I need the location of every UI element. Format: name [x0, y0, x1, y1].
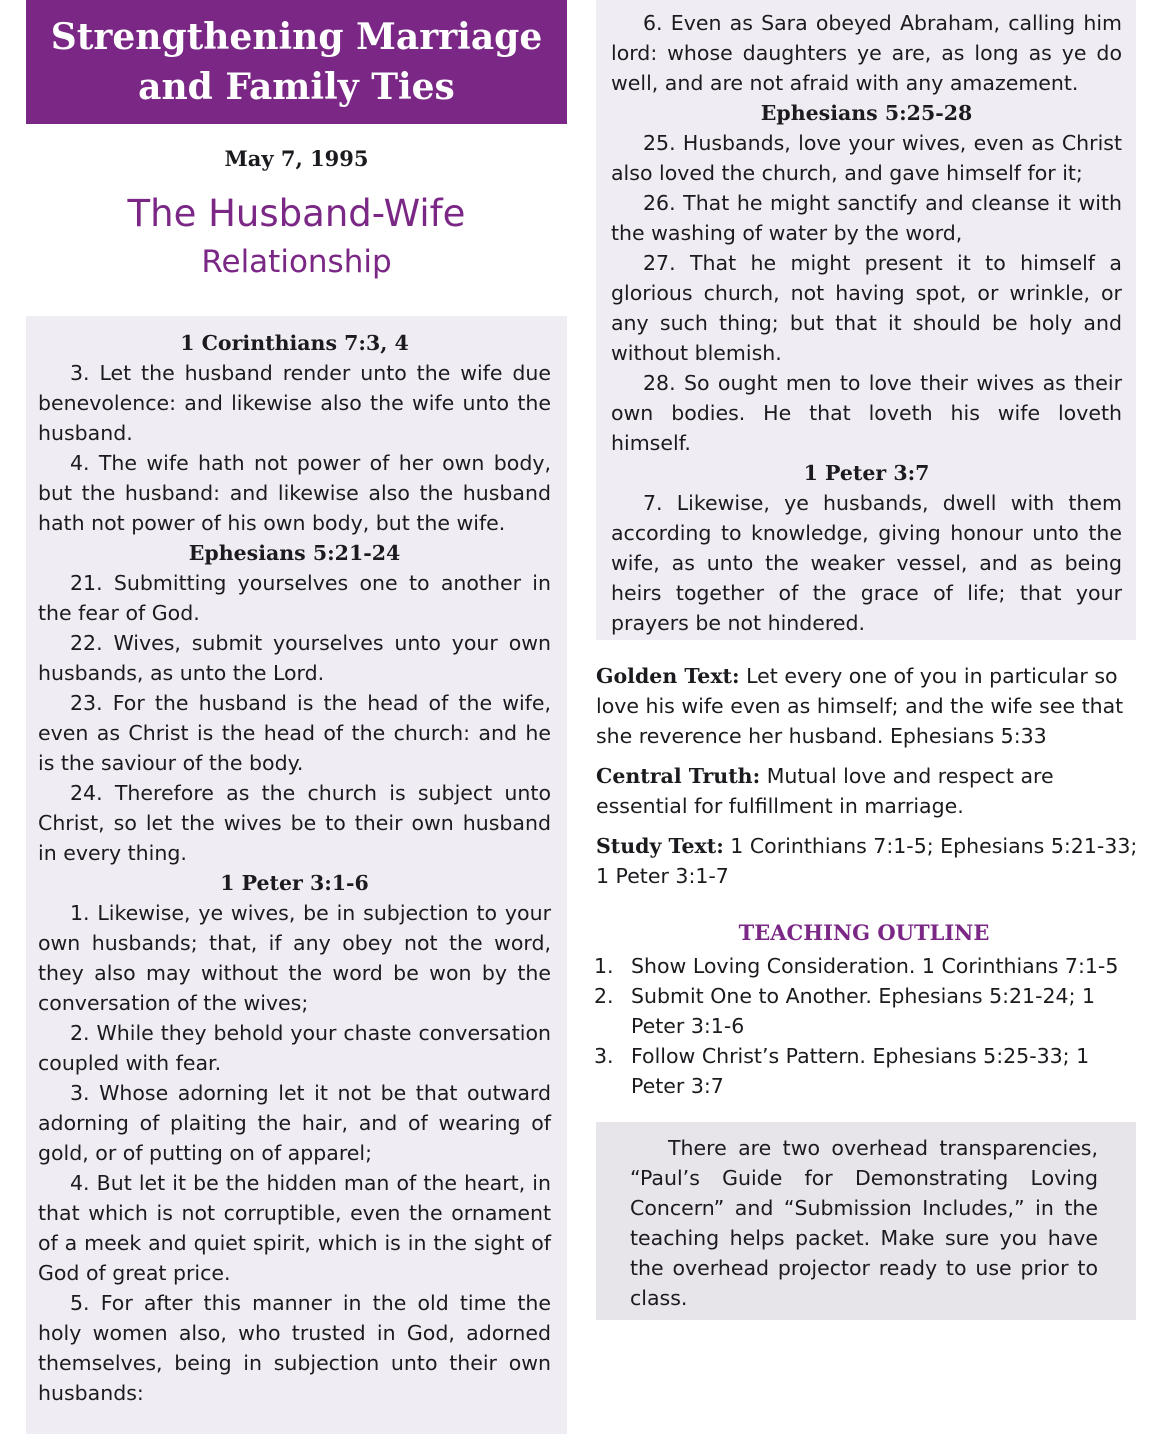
scripture-column-right [611, 8, 1122, 638]
verse: 23. For the husband is the head of the wife, even as Christ is the head of the church: and he is the saviour of the body. [38, 691, 551, 775]
outline-item-text: Show Loving Consideration. 1 Corinthians 7:1-5 [631, 954, 1119, 978]
lesson-subtitle: Relationship [201, 244, 392, 280]
outline-item [594, 1041, 1138, 1101]
golden-text-body: Let every one of you in particular so love his wife even as himself; and the wife see that she reverence her husband. Ephesians 5:33 [596, 664, 1124, 748]
verse: 1. Likewise, ye wives, be in subjection to your own husbands; that, if any obey not the word, they also may without the word be won by the conversation of the wives; [38, 901, 551, 1015]
banner-line-1: Strengthening Marriage [50, 16, 543, 58]
verse: 4. The wife hath not power of her own body, but the husband: and likewise also the husband hath not power of his own body, but the wife. [38, 451, 551, 535]
outline-item-text: Follow Christ’s Pattern. Ephesians 5:25-33; 1 Peter 3:7 [631, 1044, 1090, 1098]
lesson-title: The Husband-Wife [127, 192, 466, 235]
study-text-body: 1 Corinthians 7:1-5; Ephesians 5:21-33; 1 Peter 3:1-7 [596, 834, 1138, 888]
outline-item-text: Submit One to Another. Ephesians 5:21-24; 1 Peter 3:1-6 [631, 984, 1096, 1038]
overhead-note-text: There are two overhead transparencies, “Paul’s Guide for Demonstrating Loving Concern” and “Submission Includes,” in the teaching helps packet. Make sure you have the overhead projector ready to use prior to class. [630, 1136, 1098, 1310]
verse: 2. While they behold your chaste conversation coupled with fear. [38, 1021, 551, 1075]
central-truth-body: Mutual love and respect are essential for fulfillment in marriage. [596, 764, 1054, 818]
study-text-label: Study Text: [596, 834, 724, 858]
outline-item-number: 2. [594, 984, 614, 1008]
verse: 3. Whose adorning let it not be that outward adorning of plaiting the hair, and of wearing of gold, or of putting on of apparel; [38, 1081, 551, 1165]
outline-item-number: 3. [594, 1044, 614, 1068]
central-truth-label: Central Truth: [596, 764, 761, 788]
teaching-outline-list [594, 951, 1138, 1101]
scripture-heading: 1 Corinthians 7:3, 4 [180, 331, 409, 355]
scripture-column-left [38, 328, 551, 1408]
central-truth [596, 761, 1138, 821]
golden-text-label: Golden Text: [596, 664, 740, 688]
verse: 21. Submitting yourselves one to another in the fear of God. [38, 571, 551, 625]
scripture-heading: 1 Peter 3:7 [803, 461, 930, 485]
outline-item-number: 1. [594, 954, 614, 978]
verse: 26. That he might sanctify and cleanse it with the washing of water by the word, [611, 191, 1122, 245]
verse: 5. For after this manner in the old time the holy women also, who trusted in God, adorned themselves, being in subjection unto their own husbands: [38, 1291, 551, 1405]
series-banner [26, 0, 567, 124]
banner-line-2: and Family Ties [138, 66, 455, 108]
lesson-summary [596, 661, 1138, 901]
verse: 28. So ought men to love their wives as their own bodies. He that loveth his wife loveth himself. [611, 371, 1122, 455]
scripture-heading: Ephesians 5:25-28 [760, 101, 973, 125]
verse: 7. Likewise, ye husbands, dwell with them according to knowledge, giving honour unto the wife, as unto the weaker vessel, and as being heirs together of the grace of life; that your prayers be not hindered. [611, 491, 1122, 635]
verse: 25. Husbands, love your wives, even as Christ also loved the church, and gave himself for it; [611, 131, 1122, 185]
golden-text [596, 661, 1138, 751]
outline-item [594, 981, 1138, 1041]
scripture-heading: 1 Peter 3:1-6 [220, 871, 369, 895]
verse: 6. Even as Sara obeyed Abraham, calling him lord: whose daughters ye are, as long as ye do well, and are not afraid with any amazement. [611, 11, 1122, 95]
verse: 4. But let it be the hidden man of the heart, in that which is not corruptible, even the ornament of a meek and quiet spirit, which is in the sight of God of great price. [38, 1171, 551, 1285]
verse: 24. Therefore as the church is subject unto Christ, so let the wives be to their own husband in every thing. [38, 781, 551, 865]
verse: 3. Let the husband render unto the wife due benevolence: and likewise also the wife unto the husband. [38, 361, 551, 445]
study-text [596, 831, 1138, 891]
overhead-note [630, 1133, 1098, 1313]
verse: 27. That he might present it to himself a glorious church, not having spot, or wrinkle, or any such thing; but that it should be holy and without blemish. [611, 251, 1122, 365]
scripture-heading: Ephesians 5:21-24 [188, 541, 401, 565]
outline-item [594, 951, 1138, 981]
lesson-date: May 7, 1995 [224, 146, 369, 171]
teaching-outline-heading: TEACHING OUTLINE [738, 920, 990, 945]
verse: 22. Wives, submit yourselves unto your own husbands, as unto the Lord. [38, 631, 551, 685]
